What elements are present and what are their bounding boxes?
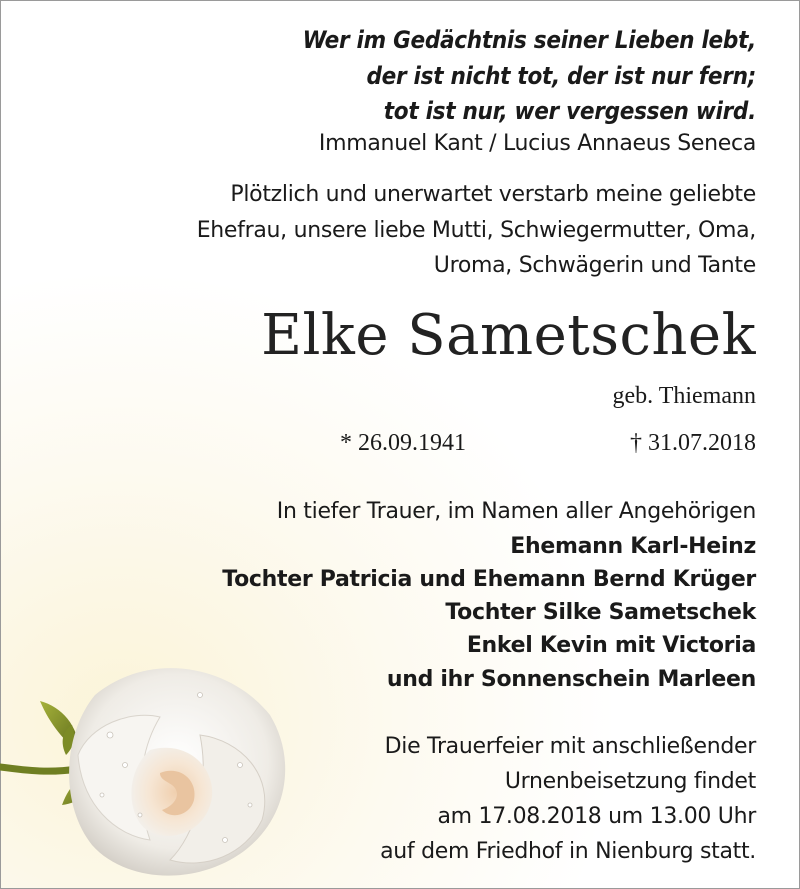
quote-author: Immanuel Kant / Lucius Annaeus Seneca [318, 131, 756, 156]
mourner-2: Tochter Patricia und Ehemann Bernd Krüger [222, 567, 756, 592]
funeral-line-2: Urnenbeisetzung findet [504, 769, 756, 794]
quote-line-3: tot ist nur, wer vergessen wird. [383, 97, 756, 125]
funeral-line-3: am 17.08.2018 um 13.00 Uhr [437, 804, 756, 829]
mourner-5: und ihr Sonnenschein Marleen [386, 667, 756, 692]
mourners-intro: In tiefer Trauer, im Namen aller Angehörigen [276, 499, 756, 524]
intro-line-1: Plötzlich und unerwartet verstarb meine geliebte [230, 182, 756, 207]
quote-line-1: Wer im Gedächtnis seiner Lieben lebt, [302, 26, 756, 54]
deceased-name: Elke Sametschek [261, 303, 756, 368]
funeral-line-1: Die Trauerfeier mit anschließender [384, 734, 756, 759]
birth-name: geb. Thiemann [612, 383, 756, 409]
white-rose-icon [0, 655, 300, 889]
quote-line-2: der ist nicht tot, der ist nur fern; [366, 62, 756, 90]
mourner-1: Ehemann Karl-Heinz [510, 534, 756, 559]
mourner-4: Enkel Kevin mit Victoria [466, 633, 756, 658]
funeral-line-4: auf dem Friedhof in Nienburg statt. [380, 839, 756, 864]
mourner-3: Tochter Silke Sametschek [445, 600, 756, 625]
intro-line-3: Uroma, Schwägerin und Tante [433, 253, 756, 278]
birth-date: * 26.09.1941 [340, 430, 466, 456]
intro-line-2: Ehefrau, unsere liebe Mutti, Schwiegermutter, Oma, [196, 218, 756, 243]
death-date: † 31.07.2018 [630, 430, 756, 456]
